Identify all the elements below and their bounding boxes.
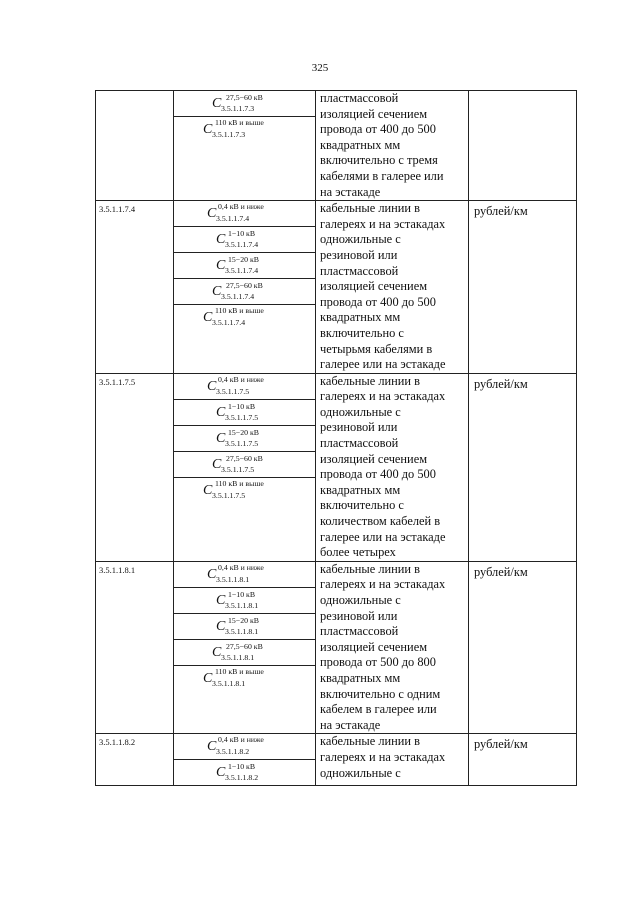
formula-symbol: C 0,4 кВ и ниже 3.5.1.1.8.1 [174, 562, 315, 588]
formula-symbol: C 110 кВ и выше 3.5.1.1.7.3 [203, 118, 264, 139]
symbol-list [174, 373, 316, 561]
row-unit: рублей/км [469, 201, 577, 374]
formula-symbol: C 0,4 кВ и ниже 3.5.1.1.8.2 [174, 734, 315, 760]
row-description: кабельные линии в галереях и на эстакадах одножильные с резиновой или пластмассовой изоляцией сечением провода от 500 до 800 квадратных мм включительно с одним кабелем в галерее или на эстакаде [316, 561, 469, 734]
row-unit: рублей/км [469, 561, 577, 734]
row-code: 3.5.1.1.8.2 [96, 734, 174, 786]
formula-symbol: C 15−20 кВ 3.5.1.1.7.5 [174, 426, 315, 452]
row-unit [469, 91, 577, 201]
page-number: 325 [311, 62, 329, 74]
formula-symbol: C 0,4 кВ и ниже 3.5.1.1.7.4 [174, 201, 315, 227]
symbol-list [174, 91, 316, 201]
row-code: 3.5.1.1.7.4 [96, 201, 174, 374]
formula-symbol: C 1−10 кВ 3.5.1.1.7.4 [174, 227, 315, 253]
row-description: пластмассовой изоляцией сечением провода от 400 до 500 квадратных мм включительно с тремя кабелями в галерее или на эстакаде [316, 91, 469, 201]
formula-symbol: C 110 кВ и выше 3.5.1.1.7.5 [203, 478, 264, 500]
formula-symbol: C 27,5−60 кВ 3.5.1.1.8.1 [174, 640, 315, 666]
table-row [96, 373, 577, 561]
row-code [96, 91, 174, 201]
formula-symbol: C 27,5−60 кВ 3.5.1.1.7.5 [174, 452, 315, 478]
row-unit: рублей/км [469, 734, 577, 786]
symbol-list [174, 201, 316, 374]
formula-symbol: C 27,5−60 кВ 3.5.1.1.7.4 [174, 279, 315, 305]
formula-symbol: C 110 кВ и выше 3.5.1.1.7.4 [203, 306, 264, 328]
formula-symbol: C 1−10 кВ 3.5.1.1.8.1 [174, 588, 315, 614]
row-code: 3.5.1.1.8.1 [96, 561, 174, 734]
symbol-list [174, 734, 316, 786]
symbol-list [174, 561, 316, 734]
tariff-table [95, 90, 577, 786]
formula-symbol: C 27,5−60 кВ 3.5.1.1.7.3 [174, 91, 315, 117]
table-row [96, 91, 577, 201]
formula-symbol: C 110 кВ и выше 3.5.1.1.8.1 [203, 666, 264, 688]
table-row [96, 201, 577, 374]
row-description: кабельные линии в галереях и на эстакадах одножильные с [316, 734, 469, 786]
row-unit: рублей/км [469, 373, 577, 561]
formula-symbol: C 1−10 кВ 3.5.1.1.7.5 [174, 400, 315, 426]
row-description: кабельные линии в галереях и на эстакадах одножильные с резиновой или пластмассовой изоляцией сечением провода от 400 до 500 квадратных мм включительно с четырьмя кабелями в галерее или на эстакаде [316, 201, 469, 374]
table-row [96, 561, 577, 734]
table-row [96, 734, 577, 786]
row-description: кабельные линии в галереях и на эстакадах одножильные с резиновой или пластмассовой изоляцией сечением провода от 400 до 500 квадратных мм включительно с количеством кабелей в галерее или на эстакаде более четырех [316, 373, 469, 561]
formula-symbol: C 15−20 кВ 3.5.1.1.8.1 [174, 614, 315, 640]
formula-symbol: C 0,4 кВ и ниже 3.5.1.1.7.5 [174, 374, 315, 400]
formula-symbol: C 15−20 кВ 3.5.1.1.7.4 [174, 253, 315, 279]
row-code: 3.5.1.1.7.5 [96, 373, 174, 561]
formula-symbol: C 1−10 кВ 3.5.1.1.8.2 [216, 762, 259, 783]
